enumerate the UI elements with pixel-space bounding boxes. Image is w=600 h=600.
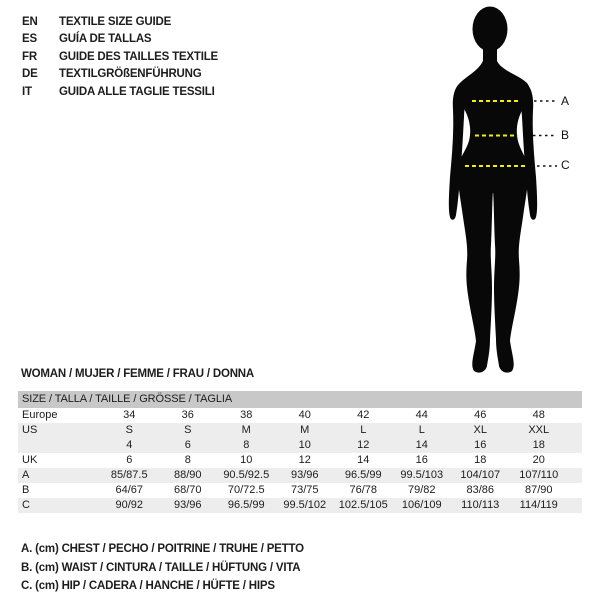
table-cell: 83/86 [466, 484, 495, 496]
table-row-label: US [22, 424, 38, 436]
language-title: TEXTILE SIZE GUIDE [59, 15, 172, 28]
table-row [18, 468, 582, 483]
table-cell: 38 [240, 409, 253, 421]
table-row [18, 408, 582, 423]
section-title-woman: WOMAN / MUJER / FEMME / FRAU / DONNA [21, 368, 255, 380]
table-cell: 16 [415, 454, 428, 466]
table-cell: 90.5/92.5 [223, 469, 270, 481]
table-cell: 70/72.5 [227, 484, 265, 496]
table-row-label: A [22, 469, 30, 481]
marker-label-b: B [561, 128, 570, 142]
table-cell: 6 [126, 454, 133, 466]
language-code: FR [22, 50, 37, 63]
marker-label-c: C [561, 158, 570, 172]
table-row [18, 423, 582, 438]
table-cell: 93/96 [290, 469, 319, 481]
measurement-legend [21, 540, 304, 596]
table-cell: 46 [474, 409, 487, 421]
table-row-label: Europe [22, 409, 58, 421]
table-cell: 107/110 [519, 469, 559, 481]
table-row [18, 483, 582, 498]
language-title: TEXTILGRÖßENFÜHRUNG [59, 68, 202, 81]
language-code: EN [22, 15, 38, 28]
table-cell: 36 [181, 409, 194, 421]
table-cell: 104/107 [460, 469, 501, 481]
table-cell: L [418, 424, 425, 436]
table-cell: 44 [415, 409, 428, 421]
language-title: GUIDA ALLE TAGLIE TESSILI [59, 85, 215, 98]
table-cell: 20 [532, 454, 545, 466]
language-code: IT [22, 85, 32, 98]
table-cell: 106/109 [401, 499, 442, 511]
table-cell: 79/82 [407, 484, 436, 496]
language-row [22, 31, 218, 49]
table-row-label [18, 438, 100, 453]
table-cell: 73/75 [290, 484, 319, 496]
table-cell: 96.5/99 [227, 499, 265, 511]
language-row [22, 83, 218, 101]
size-table-header: SIZE / TALLA / TAILLE / GRÖSSE / TAGLIA [18, 391, 582, 408]
table-cell: 99.5/103 [400, 469, 444, 481]
table-cell: 93/96 [173, 499, 202, 511]
table-cell: 87/90 [524, 484, 553, 496]
table-cell: S [125, 424, 133, 436]
size-table [18, 391, 582, 513]
table-cell: 16 [474, 439, 487, 451]
table-cell: 99.5/102 [283, 499, 327, 511]
language-row [22, 48, 218, 66]
table-cell: 76/78 [349, 484, 378, 496]
table-cell: 14 [357, 454, 370, 466]
table-cell: 64/67 [115, 484, 144, 496]
language-title: GUÍA DE TALLAS [59, 33, 152, 46]
table-cell: 10 [240, 454, 253, 466]
table-cell: S [184, 424, 192, 436]
table-cell: 68/70 [173, 484, 202, 496]
language-title: GUIDE DES TAILLES TEXTILE [59, 50, 218, 63]
table-row-label: UK [22, 454, 38, 466]
table-cell: XXL [528, 424, 550, 436]
table-cell: 10 [298, 439, 311, 451]
table-cell: 18 [474, 454, 487, 466]
legend-line: B. (cm) WAIST / CINTURA / TAILLE / HÜFTUNG / VITA [21, 561, 301, 574]
table-cell: 102.5/105 [338, 499, 388, 511]
table-row [18, 438, 582, 453]
language-code: DE [22, 68, 38, 81]
table-cell: 110/113 [461, 499, 500, 511]
table-cell: 4 [126, 439, 133, 451]
table-cell: L [360, 424, 367, 436]
language-row [22, 66, 218, 84]
language-title-block [22, 13, 218, 101]
table-cell: 8 [243, 439, 250, 451]
table-cell: 48 [532, 409, 545, 421]
table-cell: XL [473, 424, 487, 436]
table-cell: 12 [357, 439, 370, 451]
table-cell: 14 [415, 439, 428, 451]
table-cell: 18 [532, 439, 545, 451]
legend-line: C. (cm) HIP / CADERA / HANCHE / HÜFTE / HIPS [21, 580, 275, 592]
woman-silhouette-figure [430, 5, 582, 373]
marker-label-a: A [561, 94, 570, 108]
table-cell: 12 [298, 454, 311, 466]
table-cell: 34 [123, 409, 136, 421]
table-cell: 42 [357, 409, 370, 421]
table-row [18, 453, 582, 468]
legend-line: A. (cm) CHEST / PECHO / POITRINE / TRUHE / PETTO [21, 543, 304, 555]
table-cell: 88/90 [173, 469, 202, 481]
table-cell: M [241, 424, 251, 436]
table-row [18, 498, 582, 513]
table-row-label: C [22, 499, 30, 511]
language-row [22, 13, 218, 31]
table-cell: 8 [184, 454, 191, 466]
table-cell: 6 [184, 439, 191, 451]
table-cell: M [300, 424, 310, 436]
table-cell: 114/119 [519, 499, 558, 511]
woman-silhouette [449, 7, 537, 373]
table-cell: 85/87.5 [110, 469, 148, 481]
table-cell: 40 [298, 409, 311, 421]
table-row-label: B [22, 484, 30, 496]
language-code: ES [22, 33, 37, 46]
table-cell: 96.5/99 [344, 469, 382, 481]
table-cell: 90/92 [115, 499, 144, 511]
